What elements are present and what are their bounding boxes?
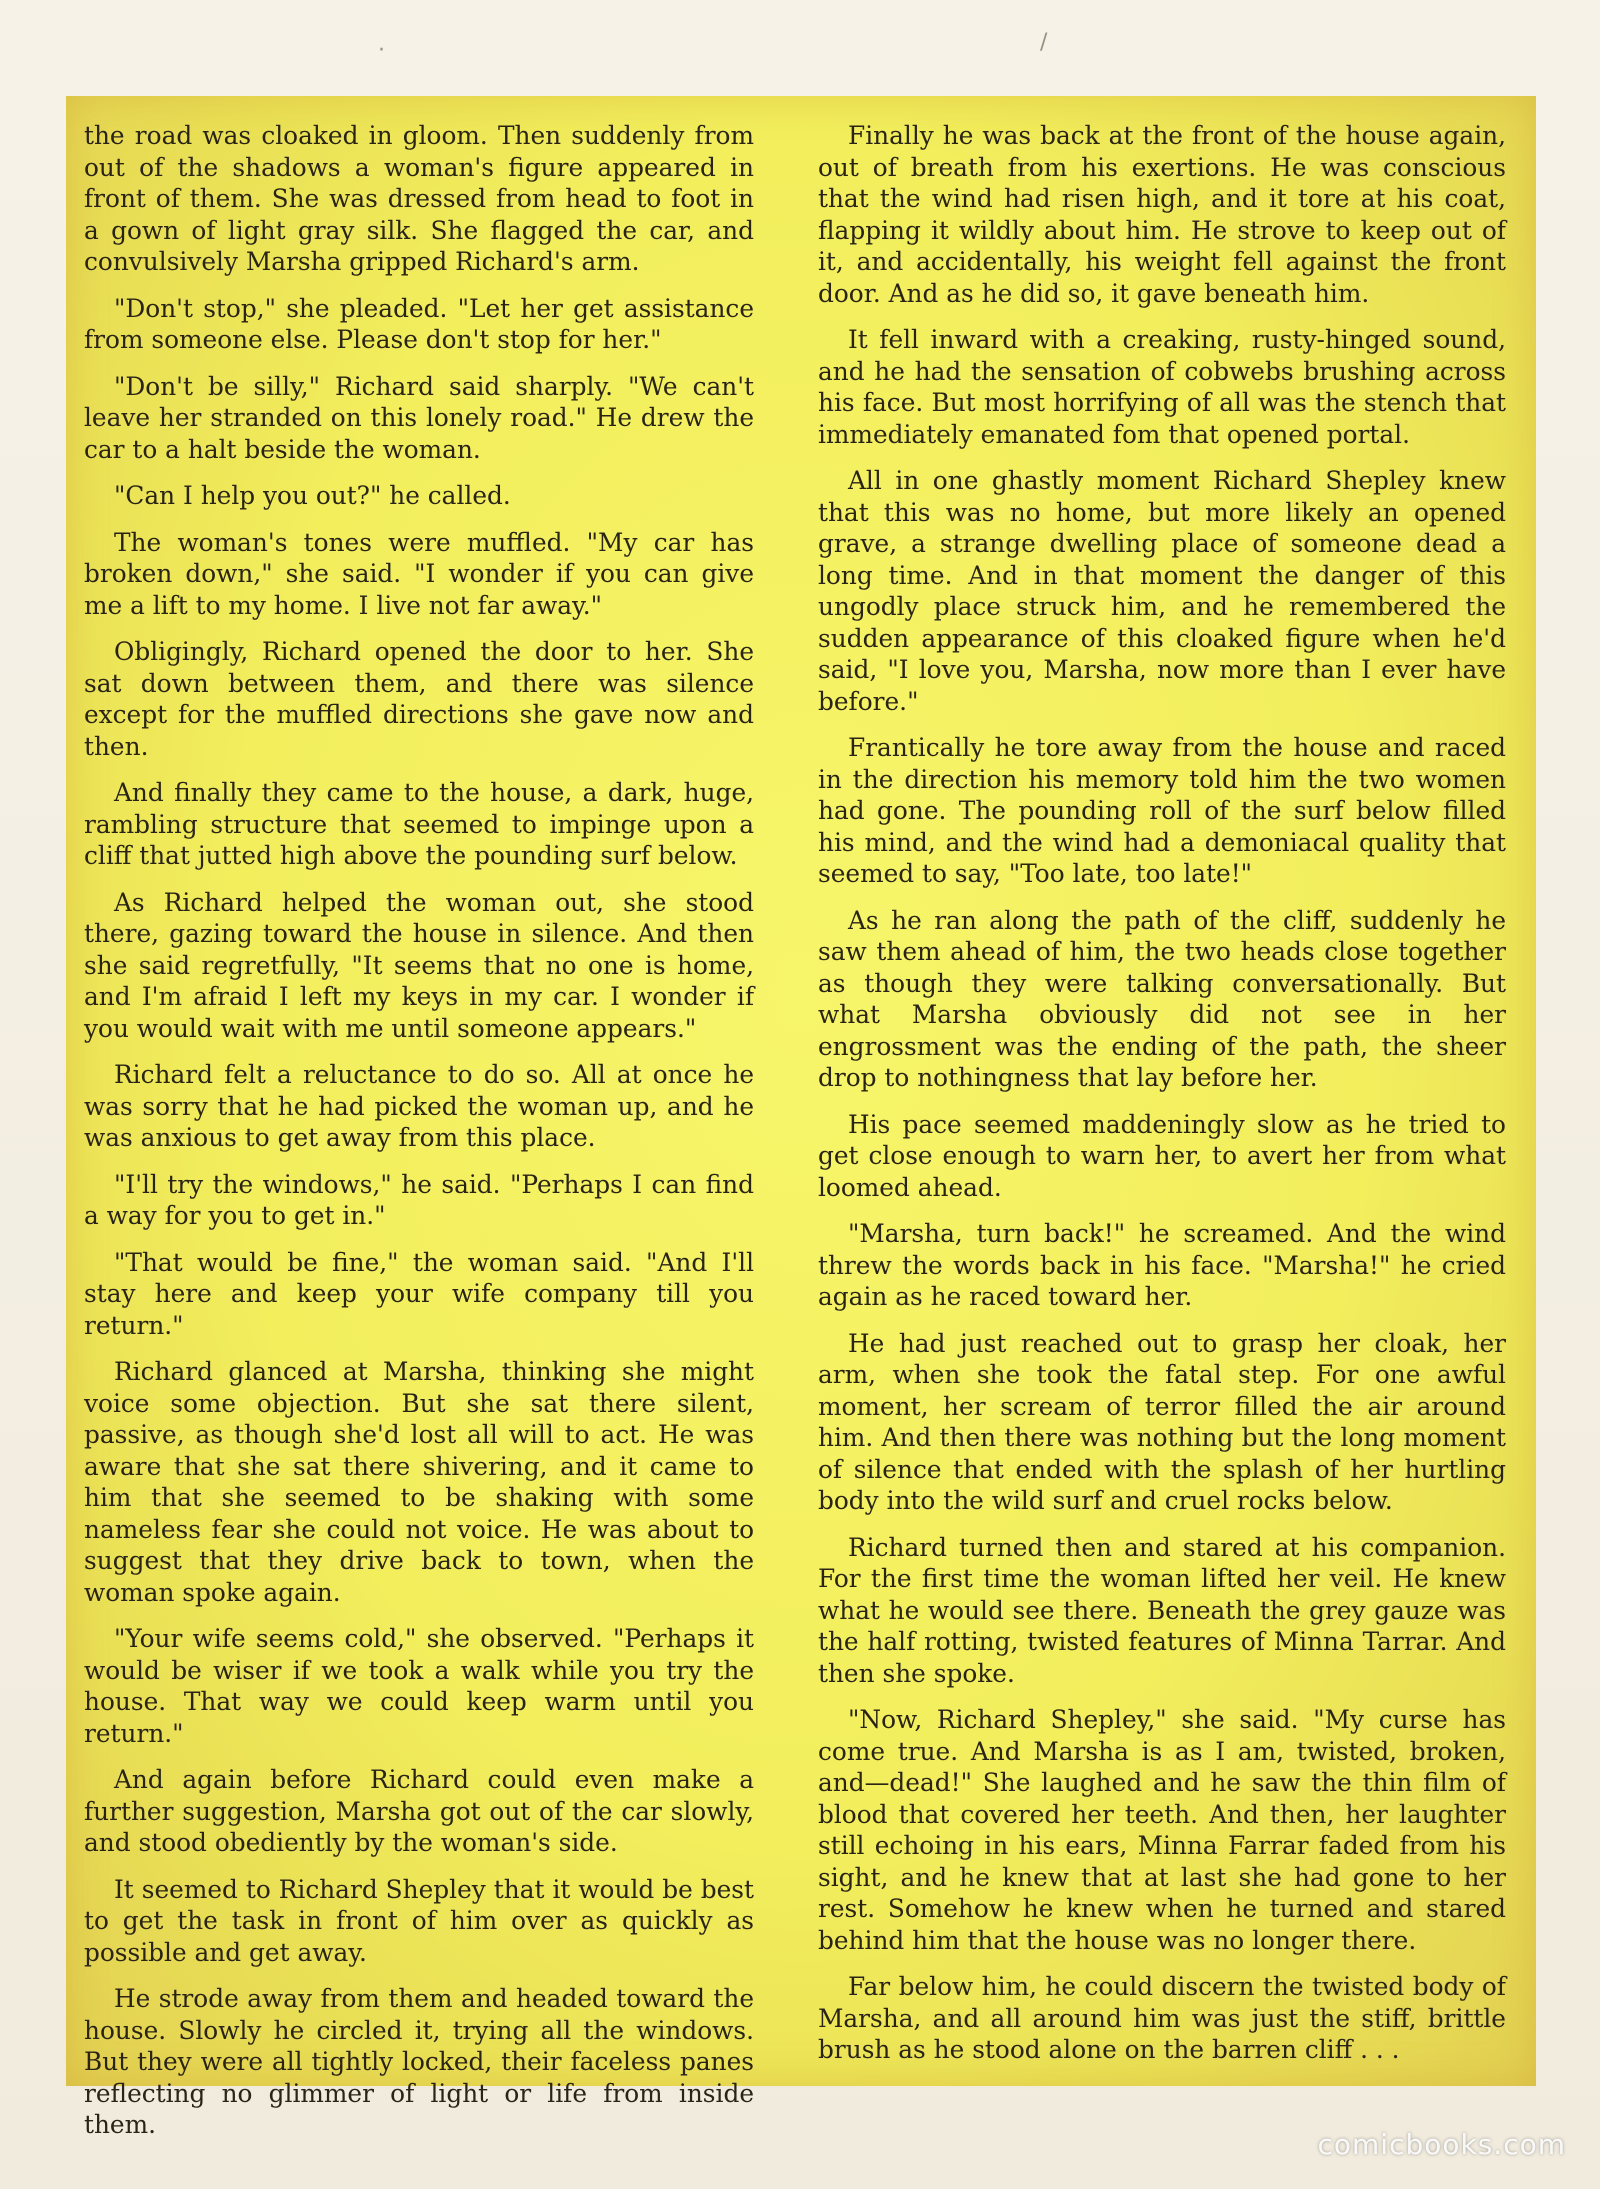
paragraph: It seemed to Richard Shepley that it would be best to get the task in front of him over as quickly as possible and get away. [84, 1874, 754, 1967]
paragraph: As he ran along the path of the cliff, suddenly he saw them ahead of him, the two heads close together as though they were talking conversationally. But what Marsha obviously did not see in her engrossment was the ending of the path, the sheer drop to nothingness that lay before her. [818, 905, 1506, 1092]
right-text-column [818, 120, 1506, 2081]
paragraph: "I'll try the windows," he said. "Perhaps I can find a way for you to get in." [84, 1169, 754, 1230]
paragraph: Richard turned then and stared at his companion. For the first time the woman lifted her veil. He knew what he would see there. Beneath the grey gauze was the half rotting, twisted features of Minna Tarrar. And then she spoke. [818, 1532, 1506, 1688]
paragraph: All in one ghastly moment Richard Shepley knew that this was no home, but more likely an opened grave, a strange dwelling place of someone dead a long time. And in that moment the danger of this ungodly place struck him, and he remembered the sudden appearance of this cloaked figure when he'd said, "I love you, Marsha, now more than I ever have before." [818, 466, 1506, 716]
paragraph: He had just reached out to grasp her cloak, her arm, when she took the fatal step. For one awful moment, her scream of terror filled the air around him. And then there was nothing but the long moment of silence that ended with the splash of her hurtling body into the wild surf and cruel rocks below. [818, 1328, 1506, 1515]
paragraph: And finally they came to the house, a dark, huge, rambling structure that seemed to impinge upon a cliff that jutted high above the pounding surf below. [84, 778, 754, 870]
left-text-column [84, 120, 754, 2156]
paragraph: "Don't be silly," Richard said sharply. "We can't leave her stranded on this lonely road." He drew the car to a halt beside the woman. [84, 371, 754, 464]
paragraph: the road was cloaked in gloom. Then suddenly from out of the shadows a woman's figure appeared in front of them. She was dressed from head to foot in a gown of light gray silk. She flagged the car, and convulsively Marsha gripped Richard's arm. [84, 121, 754, 276]
paragraph: "Now, Richard Shepley," she said. "My curse has come true. And Marsha is as I am, twisted, broken, and—dead!" She laughed and he saw the thin film of blood that covered her teeth. And then, her laughter still echoing in his ears, Minna Farrar faded from his sight, and he knew that at last she had gone to her rest. Somehow he knew when he turned and stared behind him that the house was no longer there. [818, 1705, 1506, 1955]
paragraph: The woman's tones were muffled. "My car has broken down," she said. "I wonder if you can give me a lift to my home. I live not far away." [84, 527, 754, 620]
paragraph: His pace seemed maddeningly slow as he tried to get close enough to warn her, to avert her from what loomed ahead. [818, 1109, 1506, 1202]
paragraph: Finally he was back at the front of the house again, out of breath from his exertions. He was conscious that the wind had risen high, and it tore at his coat, flapping it wildly about him. He strove to keep out of it, and accidentally, his weight fell against the front door. And as he did so, it gave beneath him. [818, 121, 1506, 308]
paragraph: He strode away from them and headed toward the house. Slowly he circled it, trying all the windows. But they were all tightly locked, their faceless panes reflecting no glimmer of light or life from inside them. [84, 1984, 754, 2139]
paragraph: Richard glanced at Marsha, thinking she might voice some objection. But she sat there silent, passive, as though she'd lost all will to act. He was aware that she sat there shivering, and it came to him that she seemed to be shaking with some nameless fear she could not voice. He was about to suggest that they drive back to town, when the woman spoke again. [84, 1357, 754, 1607]
paragraph: And again before Richard could even make a further suggestion, Marsha got out of the car slowly, and stood obediently by the woman's side. [84, 1765, 754, 1857]
paragraph: Richard felt a reluctance to do so. All at once he was sorry that he had picked the woman up, and he was anxious to get away from this place. [84, 1060, 754, 1152]
paragraph: As Richard helped the woman out, she stood there, gazing toward the house in silence. And then she said regretfully, "It seems that no one is home, and I'm afraid I left my keys in my car. I wonder if you would wait with me until someone appears." [84, 887, 754, 1043]
page-mark: · [378, 38, 385, 63]
paragraph: "Don't stop," she pleaded. "Let her get assistance from someone else. Please don't stop for her." [84, 293, 754, 354]
paragraph: "Can I help you out?" he called. [114, 481, 511, 510]
paragraph: Frantically he tore away from the house and raced in the direction his memory told him the two women had gone. The pounding roll of the surf below filled his mind, and the wind had a demoniacal quality that seemed to say, "Too late, too late!" [818, 733, 1506, 888]
page-mark: / [1040, 30, 1048, 55]
paragraph: "That would be fine," the woman said. "And I'll stay here and keep your wife company till you return." [84, 1247, 754, 1340]
paragraph: "Your wife seems cold," she observed. "Perhaps it would be wiser if we took a walk while you try the house. That way we could keep warm until you return." [84, 1624, 754, 1748]
paragraph: Far below him, he could discern the twisted body of Marsha, and all around him was just the stiff, brittle brush as he stood alone on the barren cliff . . . [818, 1972, 1506, 2064]
paragraph: Obligingly, Richard opened the door to her. She sat down between them, and there was silence except for the muffled directions she gave now and then. [84, 637, 754, 761]
paragraph: It fell inward with a creaking, rusty-hinged sound, and he had the sensation of cobwebs brushing across his face. But most horrifying of all was the stench that immediately emanated fom that opened portal. [818, 325, 1506, 449]
watermark: comicbooks.com [1317, 2128, 1566, 2161]
paragraph: "Marsha, turn back!" he screamed. And the wind threw the words back in his face. "Marsha!" he cried again as he raced toward her. [818, 1219, 1506, 1311]
